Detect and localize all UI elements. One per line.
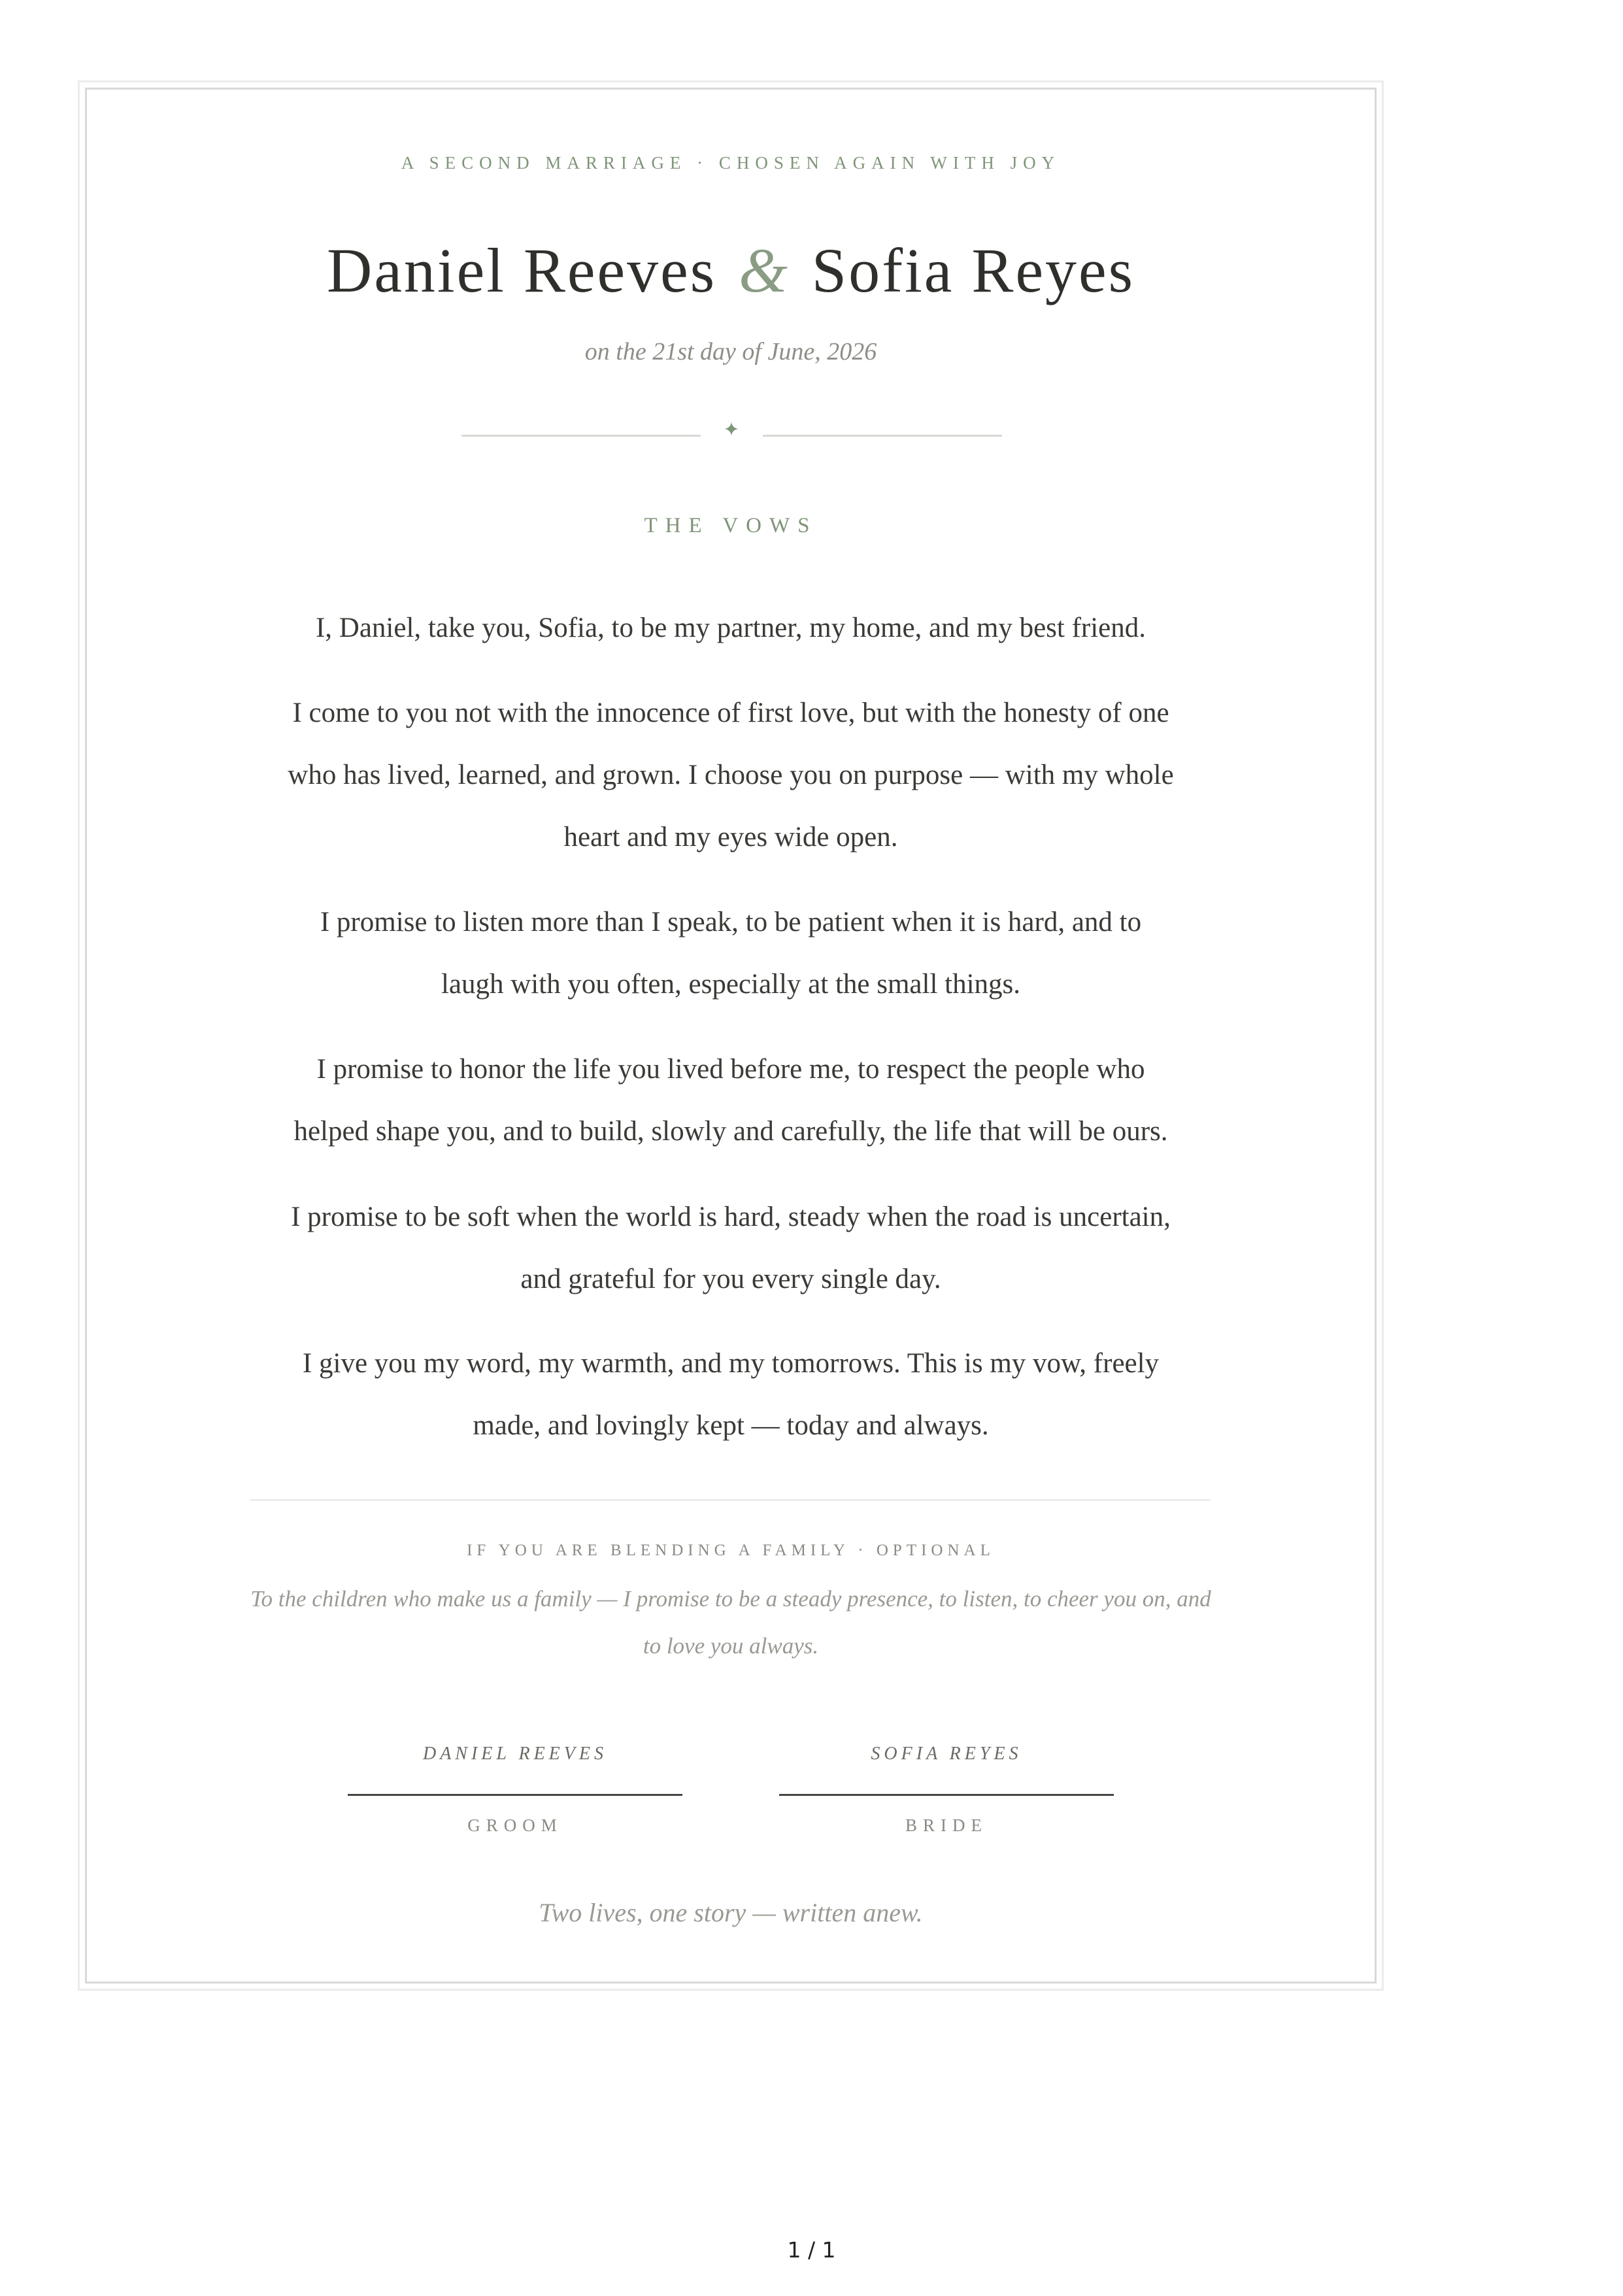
section-divider xyxy=(250,1499,1211,1501)
divider-line-right xyxy=(763,435,1002,437)
wedding-date: on the 21st day of June, 2026 xyxy=(584,338,877,365)
groom-name: Daniel Reeves xyxy=(326,235,717,305)
bride-name: Sofia Reyes xyxy=(811,235,1135,305)
divider-line-left xyxy=(461,435,701,437)
vow-paragraph-4 xyxy=(85,1038,1377,1162)
groom-signature-name: DANIEL REEVES xyxy=(422,1744,607,1764)
vow-line: heart and my eyes wide open. xyxy=(563,822,898,853)
vow-card xyxy=(85,88,1377,1984)
family-section-label: IF YOU ARE BLENDING A FAMILY · OPTIONAL xyxy=(467,1542,995,1559)
vow-line: I come to you not with the innocence of first love, but with the honesty of one xyxy=(292,698,1169,728)
vow-paragraph-2 xyxy=(85,682,1377,868)
vow-paragraph-3 xyxy=(85,891,1377,1015)
bride-role-label: BRIDE xyxy=(905,1815,988,1835)
bride-signature-line xyxy=(779,1794,1114,1796)
family-vow-text xyxy=(85,1576,1377,1670)
ampersand: & xyxy=(739,235,790,305)
family-vow-line: to love you always. xyxy=(643,1633,819,1659)
vow-line: I promise to listen more than I speak, to be patient when it is hard, and to xyxy=(320,907,1142,937)
eyebrow-text: A SECOND MARRIAGE · CHOSEN AGAIN WITH JOY xyxy=(401,153,1061,173)
vow-line: helped shape you, and to build, slowly and carefully, the life that will be ours. xyxy=(293,1116,1168,1147)
vow-paragraph-5 xyxy=(85,1186,1377,1310)
vow-line: who has lived, learned, and grown. I choose you on purpose — with my whole xyxy=(288,760,1174,790)
groom-signature-line xyxy=(348,1794,682,1796)
couple-names xyxy=(85,233,1377,308)
vow-line: laugh with you often, especially at the small things. xyxy=(441,969,1021,1000)
closing-line: Two lives, one story — written anew. xyxy=(539,1898,923,1927)
groom-role-label: GROOM xyxy=(467,1815,563,1835)
vow-paragraph-6 xyxy=(85,1332,1377,1457)
page-number: 1 / 1 xyxy=(787,2237,836,2263)
family-vow-line: To the children who make us a family — I promise to be a steady presence, to listen, to cheer you on, and xyxy=(250,1586,1211,1612)
vow-line: made, and lovingly kept — today and always. xyxy=(473,1410,989,1441)
vow-line: I promise to honor the life you lived before me, to respect the people who xyxy=(316,1054,1145,1085)
vows-heading: THE VOWS xyxy=(644,514,818,537)
vow-line: I, Daniel, take you, Sofia, to be my partner, my home, and my best friend. xyxy=(315,613,1146,643)
bride-signature-name: SOFIA REYES xyxy=(871,1744,1022,1764)
sparkle-icon: ✦ xyxy=(723,418,740,441)
vow-paragraph-1 xyxy=(85,597,1377,659)
vow-line: and grateful for you every single day. xyxy=(520,1264,941,1294)
vow-line: I give you my word, my warmth, and my tomorrows. This is my vow, freely xyxy=(302,1348,1160,1379)
vow-line: I promise to be soft when the world is hard, steady when the road is uncertain, xyxy=(291,1202,1171,1232)
